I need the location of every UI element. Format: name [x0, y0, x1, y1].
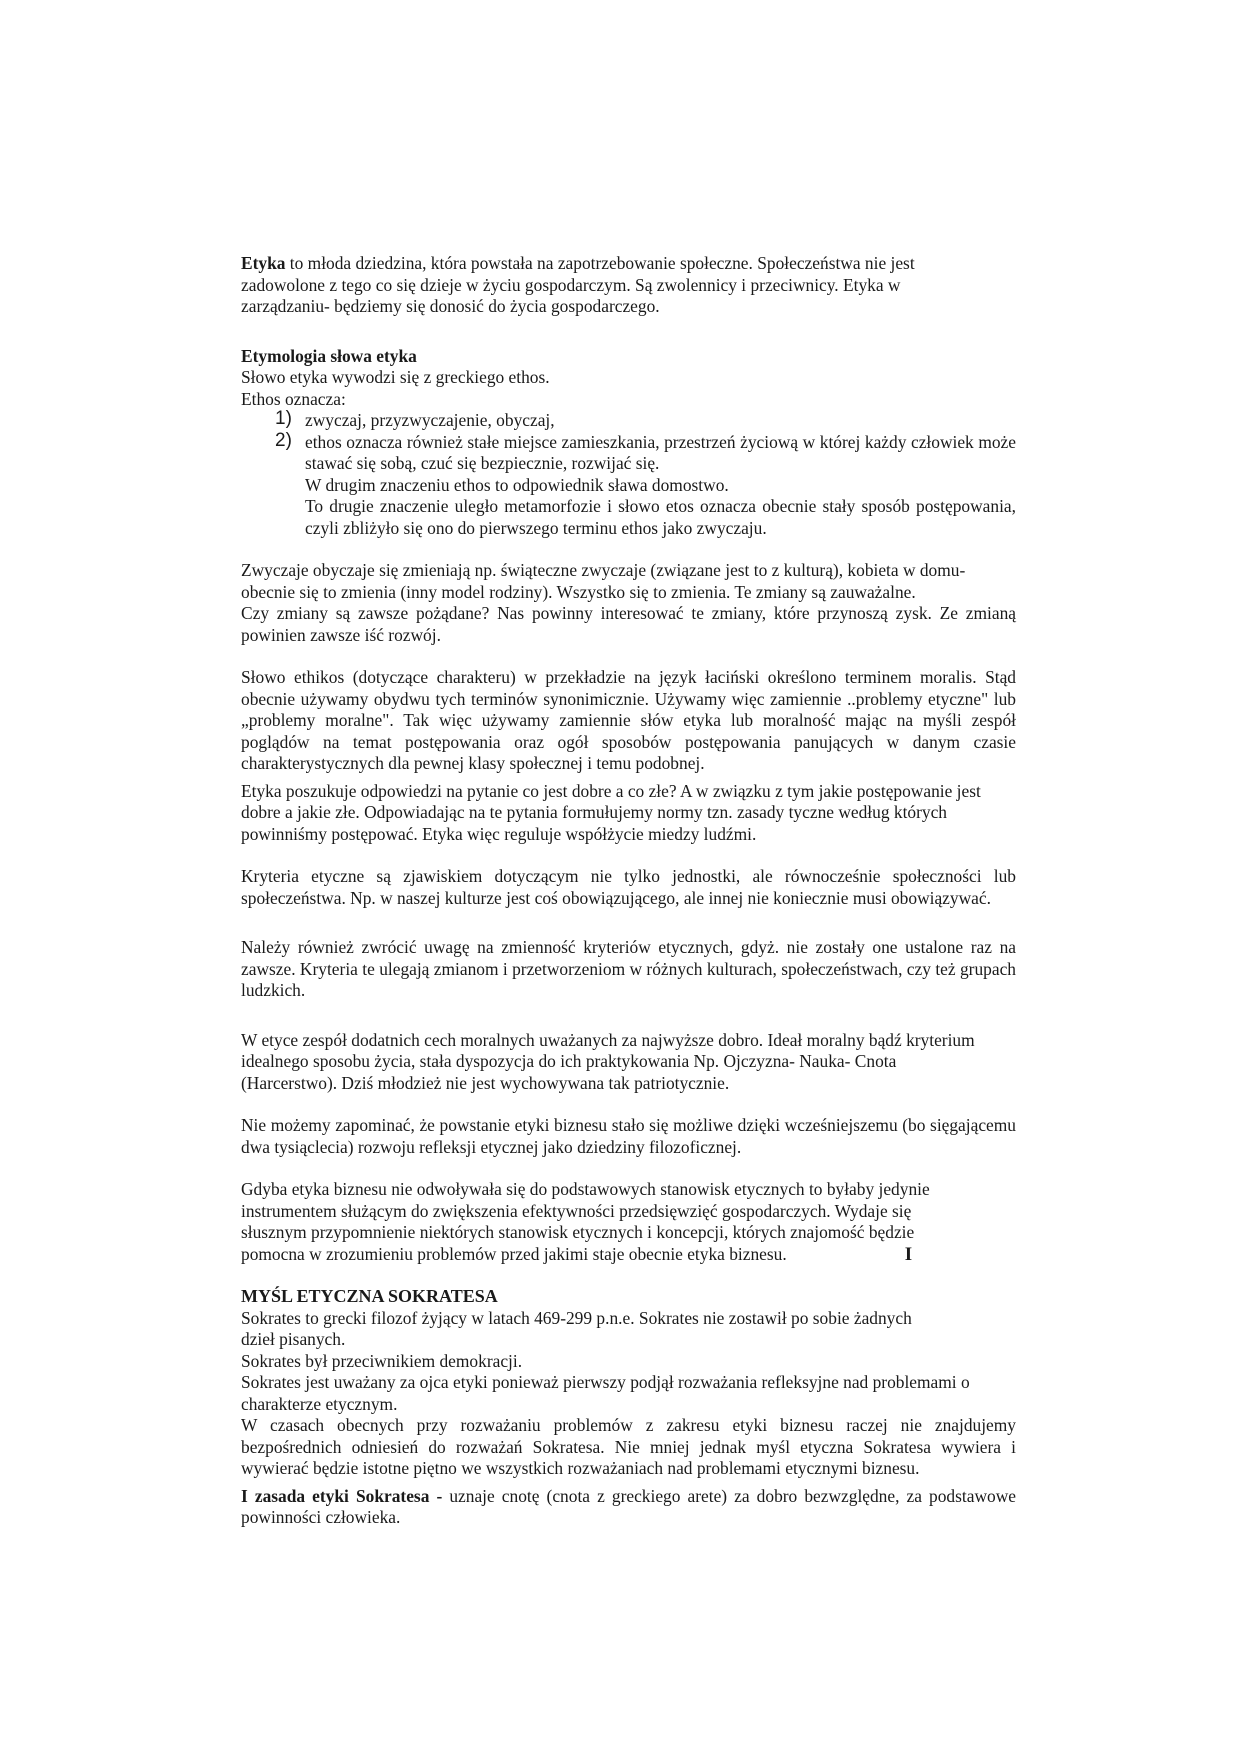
socrates-line-4: W czasach obecnych przy rozważaniu problemów z zakresu etyki biznesu raczej nie znajdujemy bezpośrednich odniesień do rozważań Sokratesa. Nie mniej jednak myśl etyczna Sokratesa wywiera i wywierać będzie istotne piętno we wszystkich rozważaniach nad problemami etycznymi biznesu. [241, 1415, 1016, 1478]
etymology-sub-1: W drugim znaczeniu ethos to odpowiednik sława domostwo. [305, 474, 729, 495]
socrates-first-principle [241, 1486, 1016, 1529]
first-principle-lead: I zasada etyki Sokratesa - [241, 1485, 443, 1506]
business-ethics-origin-paragraph: Nie możemy zapominać, że powstanie etyki biznesu stało się możliwe dzięki wcześniejszemu (bo sięgającemu dwa tysiąclecia) rozwoju refleksji etycznej jako dziedziny filozoficznej. [241, 1115, 1016, 1157]
variability-paragraph: Należy również zwrócić uwagę na zmienność kryteriów etycznych, gdyż. nie zostały one ustalone raz na zawsze. Kryteria te ulegają zmianom i przetworzeniom w różnych kulturach, społeczeństwach, czy też grupach ludzkich. [241, 937, 1016, 1000]
intro-lead-word: Etyka [241, 253, 286, 273]
ideal-paragraph: W etyce zespół dodatnich cech moralnych uważanych za najwyższe dobro. Ideał moralny bądź kryterium idealnego sposobu życia, stała dyspozycja do ich praktykowania Np. Ojczyzna- Nauka- Cnota (Harcerstwo). Dziś młodzież nie jest wychowywana tak patriotycznie. [241, 1029, 975, 1093]
ethikos-paragraph: Słowo ethikos (dotyczące charakteru) w przekładzie na język łaciński określono terminem moralis. Stąd obecnie używamy obydwu tych terminów synonimicznie. Używamy więc zamiennie ..problemy etyczne" lub „problemy moralne". Tak więc używamy zamiennie słów etyka lub moralność mając na myśli zespół poglądów na temat postępowania oraz ogół sposobów postępowania panujących w danym czasie charakterystycznych dla pewnej klasy społecznej i temu podobnej. [241, 667, 1016, 773]
intro-text: to młoda dziedzina, która powstała na zapotrzebowanie społeczne. Społeczeństwa nie jest zadowolone z tego co się dzieje w życiu gospodarczym. Są zwolennicy i przeciwnicy. Etyka w zarządzaniu- będziemy się donosić do życia gospodarczego. [241, 253, 915, 316]
socrates-line-2: Sokrates był przeciwnikiem demokracji. [241, 1350, 523, 1371]
etymology-sub-2: To drugie znaczenie uległo metamorfozie i słowo etos oznacza obecnie stały sposób postępowania, czyli zbliżyło się ono do pierwszego terminu ethos jako zwyczaju. [305, 496, 1016, 538]
business-ethics-basis-paragraph [241, 1179, 961, 1265]
socrates-line-1: Sokrates to grecki filozof żyjący w latach 469-299 p.n.e. Sokrates nie zostawił po sobie żadnych dzieł pisanych. [241, 1307, 912, 1349]
intro-paragraph [241, 253, 976, 318]
socrates-section [241, 1286, 1016, 1529]
criteria-paragraph: Kryteria etyczne są zjawiskiem dotyczącym nie tylko jednostki, ale równocześnie społeczności lub społeczeństwa. Np. w naszej kulturze jest coś obowiązującego, ale innej nie koniecznie musi obowiązywać. [241, 866, 1016, 908]
etymology-line-2: Ethos oznacza: [241, 388, 346, 409]
etymology-section [241, 346, 1016, 540]
document-body [241, 253, 1016, 1529]
ethos-meaning-list [241, 410, 1016, 475]
socrates-line-3: Sokrates jest uważany za ojca etyki ponieważ pierwszy podjął rozważania refleksyjne nad problemami o charakterze etycznym. [241, 1372, 970, 1414]
socrates-heading: MYŚL ETYCZNA SOKRATESA [241, 1286, 498, 1306]
list-number: 1) [275, 408, 292, 429]
etymology-heading: Etymologia słowa etyka [241, 345, 417, 366]
list-item-text: zwyczaj, przyzwyczajenie, obyczaj, [305, 410, 555, 430]
list-number: 2) [275, 429, 292, 451]
list-item [241, 410, 1016, 432]
text-cursor-glyph: I [904, 1243, 913, 1265]
basis-text: Gdyba etyka biznesu nie odwoływała się do podstawowych stanowisk etycznych to byłaby jedynie instrumentem służącym do zwiększenia efektywności przedsięwzięć gospodarczych. Wydaje się słusznym przypomnienie niektórych stanowisk etycznych i koncepcji, których znajomość będzie pomocna w zrozumieniu problemów przed jakimi staje obecnie etyka biznesu. [241, 1179, 930, 1264]
good-evil-paragraph: Etyka poszukuje odpowiedzi na pytanie co jest dobre a co złe? A w związku z tym jakie postępowanie jest dobre a jakie złe. Odpowiadając na te pytania formułujemy normy tzn. zasady tyczne według których powinniśmy postępować. Etyka więc reguluje współżycie miedzy ludźmi. [241, 780, 981, 844]
list-item-text: ethos oznacza również stałe miejsce zamieszkania, przestrzeń życiową w której każdy człowiek może stawać się sobą, czuć się bezpiecznie, rozwijać się. [305, 431, 1016, 473]
list-item [241, 429, 1016, 475]
changes-paragraph: Czy zmiany są zawsze pożądane? Nas powinny interesować te zmiany, które przynoszą zysk. Ze zmianą powinien zawsze iść rozwój. [241, 603, 1016, 645]
customs-paragraph: Zwyczaje obyczaje się zmieniają np. świąteczne zwyczaje (związane jest to z kulturą), kobieta w domu- obecnie się to zmienia (inny model rodziny). Wszystko się to zmienia. Te zmiany są zauważalne. [241, 560, 966, 602]
first-principle-text: uznaje cnotę (cnota z greckiego arete) za dobro bezwzględne, za podstawowe powinności człowieka. [241, 1485, 1016, 1527]
etymology-line-1: Słowo etyka wywodzi się z greckiego ethos. [241, 367, 550, 387]
